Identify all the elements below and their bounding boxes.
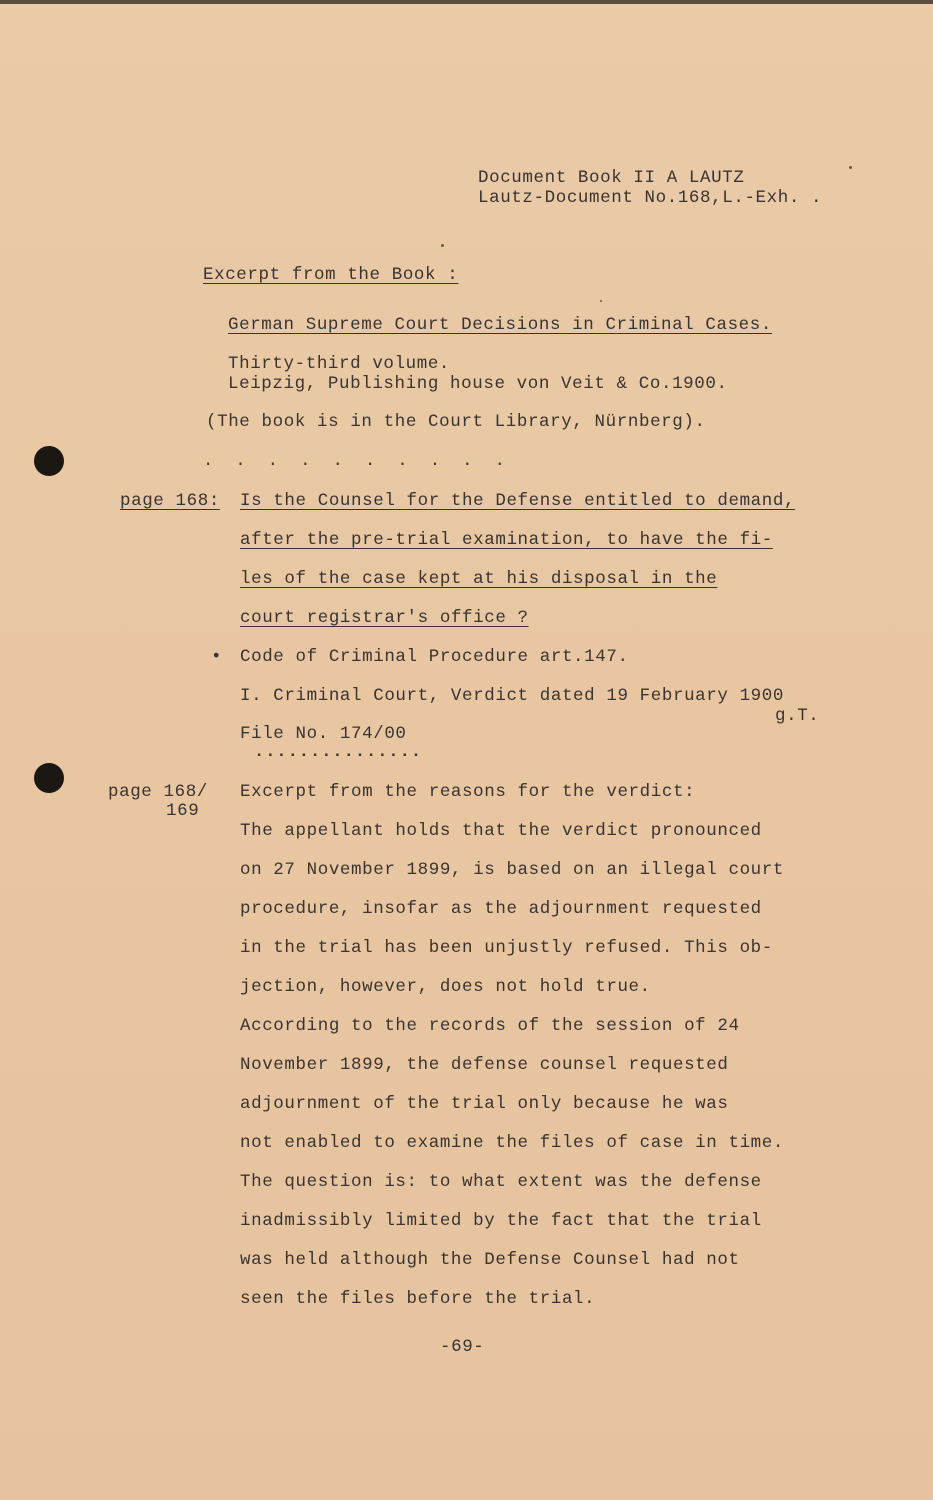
body-line-10: not enabled to examine the files of case in time. [240,1133,784,1153]
header-line-1: Document Book II A LAUTZ [478,168,745,188]
body-line-5: in the trial has been unjustly refused. This ob- [240,938,773,958]
body-line-14: seen the files before the trial. [240,1289,596,1309]
body-line-8: November 1899, the defense counsel requested [240,1055,729,1075]
body-line-2: The appellant holds that the verdict pronounced [240,821,762,841]
book-publisher: Leipzig, Publishing house von Veit & Co.1900. [228,374,728,394]
question-line-4: court registrar's office ? [240,608,529,628]
ellipsis-separator-2: ............... [254,743,423,762]
code-reference: Code of Criminal Procedure art.147. [240,647,629,667]
body-line-1: Excerpt from the reasons for the verdict: [240,782,696,802]
punch-hole-bottom [34,763,64,793]
bullet-dot: • [211,647,223,667]
question-line-1: Is the Counsel for the Defense entitled to demand, [240,491,796,511]
body-line-11: The question is: to what extent was the defense [240,1172,762,1192]
book-title: German Supreme Court Decisions in Criminal Cases. [228,315,772,335]
top-edge [0,0,933,4]
book-volume: Thirty-third volume. [228,354,451,374]
question-line-3: les of the case kept at his disposal in the [240,569,718,589]
speck [849,166,852,169]
initials: g.T. [775,706,820,726]
court-verdict: I. Criminal Court, Verdict dated 19 February 1900 [240,686,784,706]
page-number: -69- [440,1337,485,1357]
ellipsis-separator-1: . . . . . . . . . . [203,452,511,471]
punch-hole-top [34,446,64,476]
body-line-12: inadmissibly limited by the fact that the trial [240,1211,762,1231]
file-number: File No. 174/00 [240,724,407,744]
page-ref-168: page 168: [120,491,220,511]
page-ref-168-169-b: 169 [166,801,200,821]
body-line-4: procedure, insofar as the adjournment requested [240,899,762,919]
header-line-2: Lautz-Document No.168,L.-Exh. . [478,188,823,208]
page-ref-168-169-a: page 168/ [108,782,208,802]
body-line-7: According to the records of the session of 24 [240,1016,740,1036]
body-line-6: jection, however, does not hold true. [240,977,651,997]
body-line-9: adjournment of the trial only because he was [240,1094,729,1114]
speck [441,244,444,247]
speck [600,300,602,302]
excerpt-heading: Excerpt from the Book : [203,265,459,285]
body-line-13: was held although the Defense Counsel had not [240,1250,740,1270]
question-line-2: after the pre-trial examination, to have the fi- [240,530,773,550]
body-line-3: on 27 November 1899, is based on an illegal court [240,860,784,880]
book-location: (The book is in the Court Library, Nürnberg). [206,412,706,432]
